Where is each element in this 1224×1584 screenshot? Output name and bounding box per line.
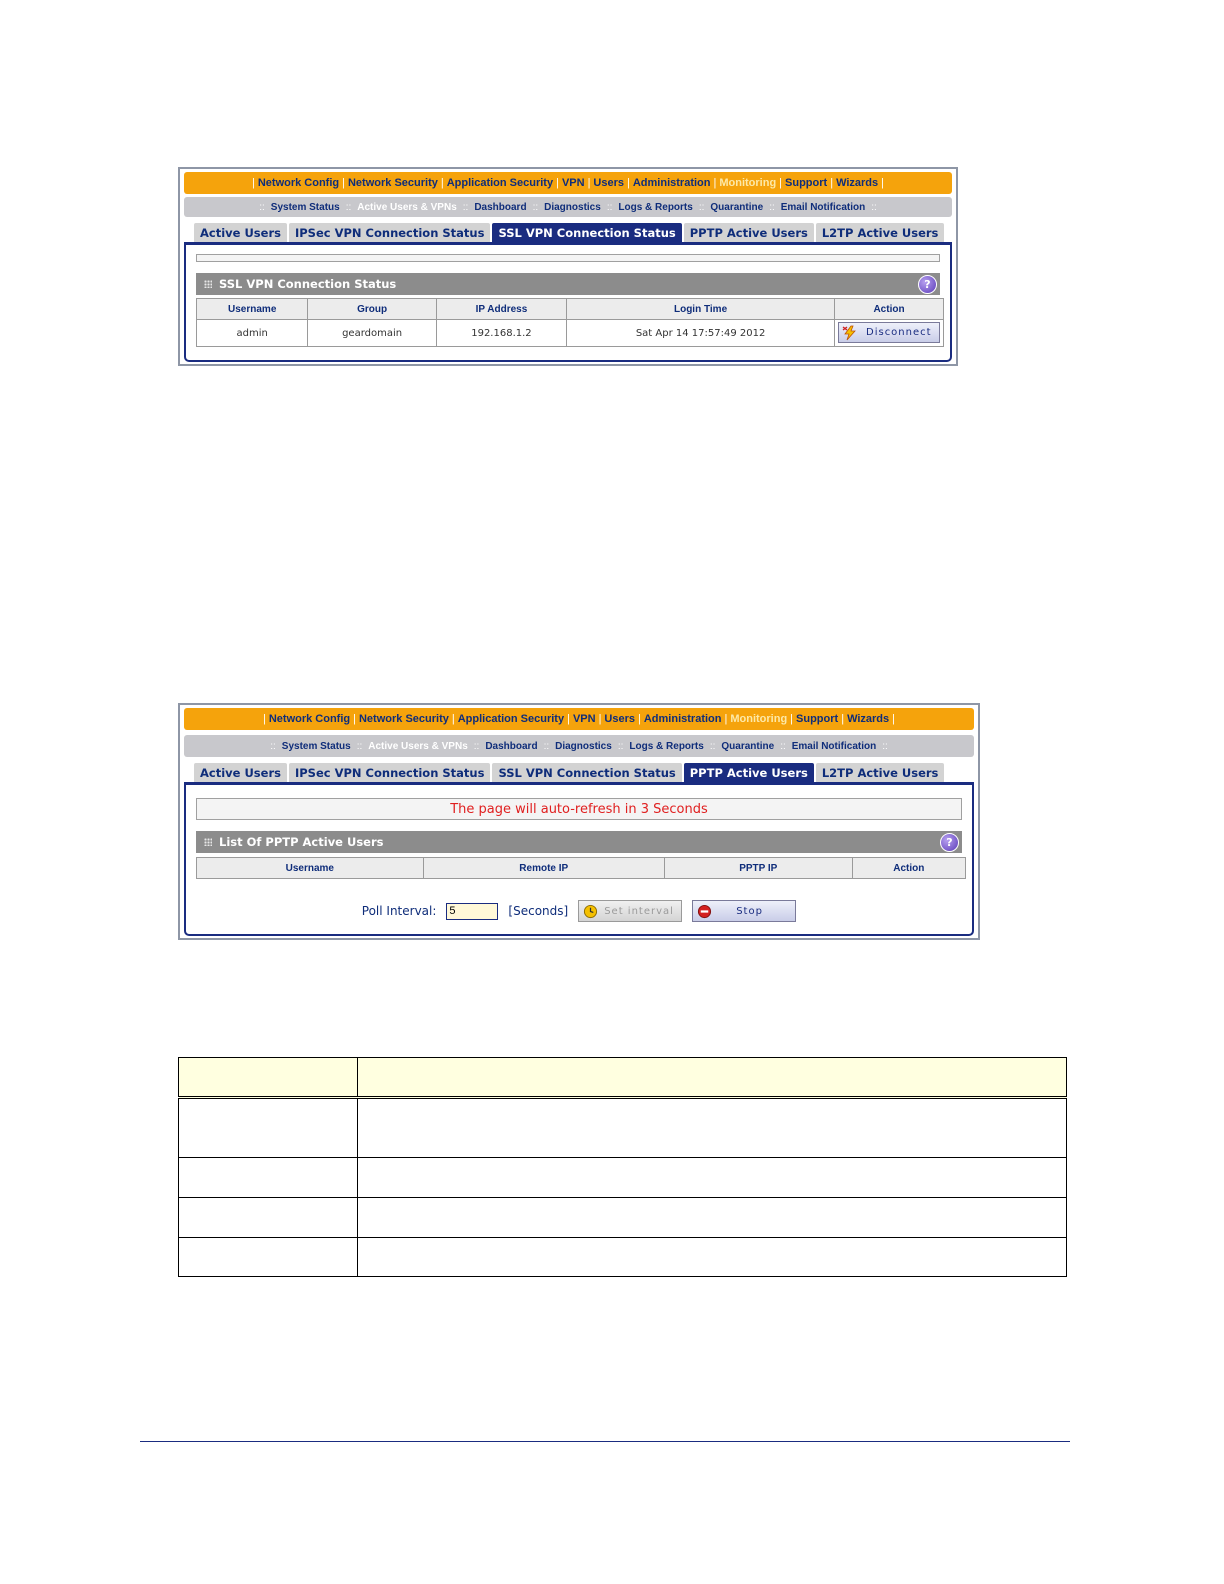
- subnav-quarantine[interactable]: Quarantine: [721, 740, 775, 752]
- table-cell: [179, 1098, 358, 1158]
- table-row: [179, 1098, 1067, 1158]
- tab-ipsec-vpn-status[interactable]: IPSec VPN Connection Status: [289, 763, 491, 783]
- subnav-diagnostics[interactable]: Diagnostics: [544, 201, 601, 213]
- grip-icon: [204, 838, 212, 846]
- nav-application-security[interactable]: Application Security: [457, 713, 565, 725]
- tab-ssl-vpn-status[interactable]: SSL VPN Connection Status: [492, 223, 681, 243]
- subnav-system-status[interactable]: System Status: [281, 740, 351, 752]
- cell-action: [835, 320, 944, 347]
- content-panel: [184, 782, 974, 936]
- nav-monitoring[interactable]: Monitoring: [719, 177, 777, 189]
- subnav-quarantine[interactable]: Quarantine: [710, 201, 764, 213]
- nav-network-security[interactable]: Network Security: [358, 713, 449, 725]
- subnav-dashboard[interactable]: Dashboard: [485, 740, 538, 752]
- col-username: Username: [197, 299, 308, 320]
- table-cell: [358, 1198, 1067, 1238]
- col-remote-ip: Remote IP: [423, 858, 664, 879]
- subnav-active-users-vpns[interactable]: Active Users & VPNs: [357, 201, 457, 213]
- set-interval-label: Set interval: [604, 905, 674, 917]
- table-cell: [179, 1198, 358, 1238]
- table-cell: [358, 1158, 1067, 1198]
- nav-application-security[interactable]: Application Security: [446, 177, 554, 189]
- subnav-system-status[interactable]: System Status: [270, 201, 340, 213]
- tab-l2tp-active-users[interactable]: L2TP Active Users: [816, 223, 945, 243]
- tab-active-users[interactable]: Active Users: [194, 223, 287, 243]
- cell-group: geardomain: [308, 320, 436, 347]
- nav-vpn[interactable]: VPN: [572, 713, 596, 725]
- nav-users[interactable]: Users: [604, 713, 635, 725]
- pptp-screenshot: [178, 703, 980, 940]
- subnav-email-notification[interactable]: Email Notification: [791, 740, 877, 752]
- section-header: [196, 273, 940, 295]
- col-pptp-ip: PPTP IP: [664, 858, 852, 879]
- section-title: List Of PPTP Active Users: [219, 835, 384, 849]
- table-cell: [358, 1238, 1067, 1277]
- nav-support[interactable]: Support: [796, 713, 839, 725]
- pptp-users-table: [196, 857, 966, 879]
- nav-administration[interactable]: Administration: [643, 713, 722, 725]
- refresh-message: The page will auto-refresh in 3 Seconds: [196, 798, 962, 820]
- poll-unit-label: [Seconds]: [508, 904, 569, 918]
- stop-button[interactable]: [692, 900, 796, 922]
- tab-ipsec-vpn-status[interactable]: IPSec VPN Connection Status: [289, 223, 491, 243]
- nav-wizards[interactable]: Wizards: [847, 713, 890, 725]
- tab-pptp-active-users[interactable]: PPTP Active Users: [684, 223, 814, 243]
- nav-support[interactable]: Support: [785, 177, 828, 189]
- table-row: [197, 320, 944, 347]
- tab-active-users[interactable]: Active Users: [194, 763, 287, 783]
- grip-icon: [204, 280, 212, 288]
- col-login-time: Login Time: [567, 299, 835, 320]
- nav-vpn[interactable]: VPN: [561, 177, 585, 189]
- subnav-active-users-vpns[interactable]: Active Users & VPNs: [368, 740, 468, 752]
- nav-network-security[interactable]: Network Security: [347, 177, 438, 189]
- table-cell: [179, 1158, 358, 1198]
- clock-icon: [583, 904, 598, 919]
- poll-controls: [186, 900, 972, 922]
- subnav-dashboard[interactable]: Dashboard: [474, 201, 527, 213]
- col-group: Group: [308, 299, 436, 320]
- ssl-vpn-table: [196, 298, 944, 347]
- subnav-logs-reports[interactable]: Logs & Reports: [618, 201, 693, 213]
- table-row: [179, 1198, 1067, 1238]
- tab-pptp-active-users[interactable]: PPTP Active Users: [684, 763, 814, 783]
- nav-network-config[interactable]: Network Config: [268, 713, 351, 725]
- stop-label: Stop: [736, 905, 763, 917]
- col-action: Action: [852, 858, 965, 879]
- table-row: [179, 1238, 1067, 1277]
- section-title: SSL VPN Connection Status: [219, 277, 397, 291]
- tab-ssl-vpn-status[interactable]: SSL VPN Connection Status: [492, 763, 681, 783]
- table-cell: [179, 1238, 358, 1277]
- poll-interval-label: Poll Interval:: [361, 904, 437, 918]
- tab-bar: [194, 763, 974, 783]
- ssl-vpn-screenshot: [178, 167, 958, 366]
- nav-monitoring[interactable]: Monitoring: [730, 713, 788, 725]
- subnav-email-notification[interactable]: Email Notification: [780, 201, 866, 213]
- disconnect-label: Disconnect: [866, 327, 932, 339]
- col-ip-address: IP Address: [436, 299, 566, 320]
- cell-ip: 192.168.1.2: [436, 320, 566, 347]
- table-row: [179, 1158, 1067, 1198]
- set-interval-button[interactable]: [578, 900, 682, 922]
- header-cell: [358, 1058, 1067, 1098]
- sub-nav: :: System Status :: Active Users & VPNs :: Dashboard :: Diagnostics :: Logs & Reports :: Quarantine :: Email Notification ::: [184, 197, 952, 217]
- footer-rule: [140, 1441, 1070, 1442]
- table-cell: [358, 1098, 1067, 1158]
- content-panel: [184, 242, 952, 362]
- nav-administration[interactable]: Administration: [632, 177, 711, 189]
- help-icon[interactable]: ?: [918, 275, 937, 294]
- subnav-diagnostics[interactable]: Diagnostics: [555, 740, 612, 752]
- subnav-logs-reports[interactable]: Logs & Reports: [629, 740, 704, 752]
- main-nav: | Network Config | Network Security | Application Security | VPN | Users | Administration | Monitoring | Support | Wizards |: [184, 708, 974, 730]
- cell-login-time: Sat Apr 14 17:57:49 2012: [567, 320, 835, 347]
- table-header-row: [179, 1058, 1067, 1098]
- tab-bar: [194, 223, 952, 243]
- stop-icon: [697, 904, 712, 919]
- message-bar: [196, 254, 940, 262]
- col-username: Username: [197, 858, 424, 879]
- section-header: [196, 831, 962, 853]
- help-icon[interactable]: ?: [940, 833, 959, 852]
- poll-interval-input[interactable]: [446, 903, 498, 920]
- main-nav: | Network Config | Network Security | Application Security | VPN | Users | Administration | Monitoring | Support | Wizards |: [184, 172, 952, 194]
- disconnect-button[interactable]: [838, 322, 940, 343]
- tab-l2tp-active-users[interactable]: L2TP Active Users: [816, 763, 945, 783]
- lightning-icon: [842, 325, 858, 341]
- sub-nav: :: System Status :: Active Users & VPNs :: Dashboard :: Diagnostics :: Logs & Reports :: Quarantine :: Email Notification ::: [184, 735, 974, 757]
- cell-username: admin: [197, 320, 308, 347]
- nav-wizards[interactable]: Wizards: [836, 177, 879, 189]
- nav-network-config[interactable]: Network Config: [257, 177, 340, 189]
- nav-users[interactable]: Users: [593, 177, 624, 189]
- document-table: [178, 1057, 1067, 1277]
- header-cell: [179, 1058, 358, 1098]
- col-action: Action: [835, 299, 944, 320]
